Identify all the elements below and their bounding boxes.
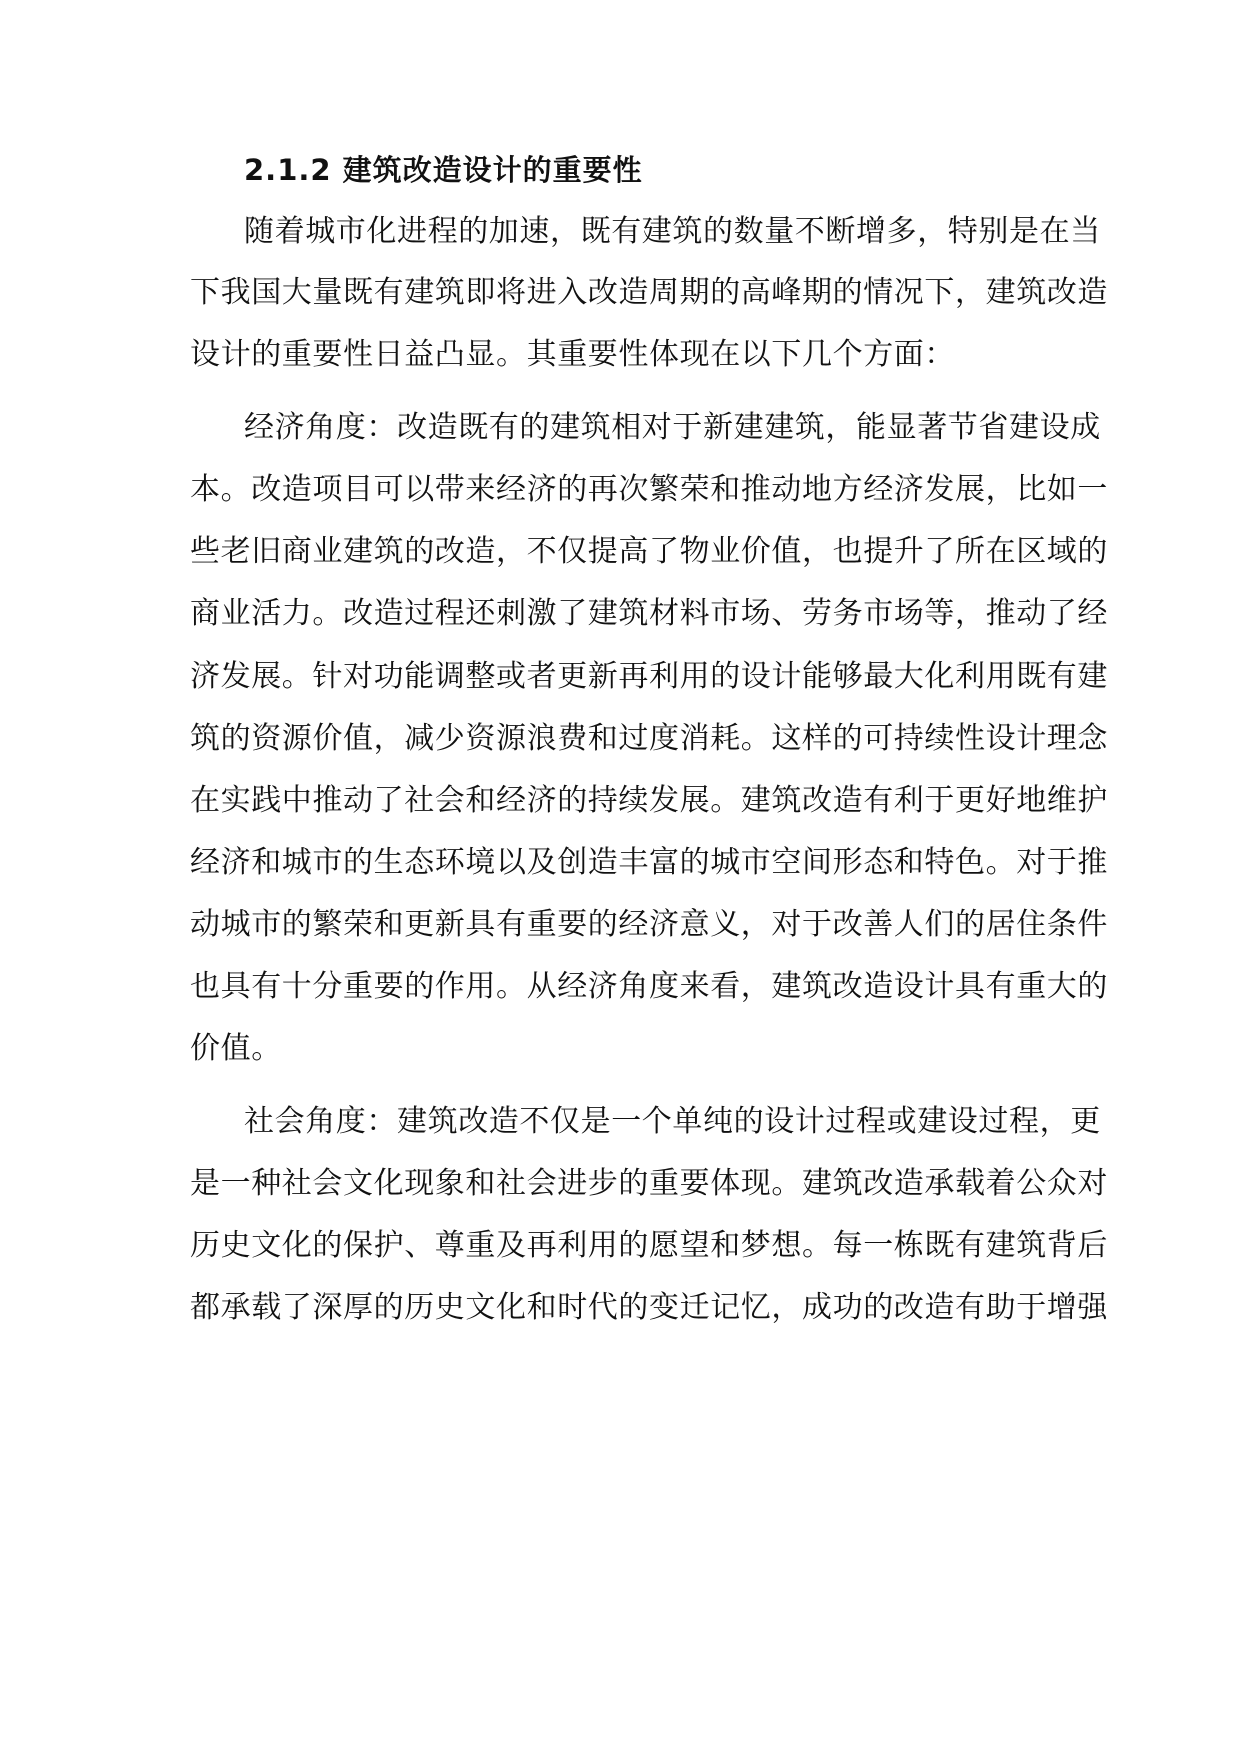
paragraph-line: 经济和城市的生态环境以及创造丰富的城市空间形态和特色。对于推 (190, 845, 1108, 880)
paragraph-line: 济发展。针对功能调整或者更新再利用的设计能够最大化利用既有建 (190, 659, 1108, 694)
paragraph-line: 下我国大量既有建筑即将进入改造周期的高峰期的情况下，建筑改造 (190, 275, 1108, 310)
paragraph-line: 商业活力。改造过程还刺激了建筑材料市场、劳务市场等，推动了经 (190, 596, 1108, 631)
section-heading: 2.1.2 建筑改造设计的重要性 (244, 153, 643, 187)
paragraph-line: 是一种社会文化现象和社会进步的重要体现。建筑改造承载着公众对 (190, 1166, 1108, 1201)
paragraph-line: 设计的重要性日益凸显。其重要性体现在以下几个方面： (190, 337, 955, 372)
paragraph-line: 本。改造项目可以带来经济的再次繁荣和推动地方经济发展，比如一 (190, 472, 1108, 507)
paragraph-line: 历史文化的保护、尊重及再利用的愿望和梦想。每一栋既有建筑背后 (190, 1228, 1108, 1263)
paragraph-line: 随着城市化进程的加速，既有建筑的数量不断增多，特别是在当 (244, 214, 1101, 249)
paragraph-line: 都承载了深厚的历史文化和时代的变迁记忆，成功的改造有助于增强 (190, 1290, 1108, 1325)
paragraph-line: 社会角度：建筑改造不仅是一个单纯的设计过程或建设过程，更 (244, 1104, 1101, 1139)
paragraph-line: 些老旧商业建筑的改造，不仅提高了物业价值，也提升了所在区域的 (190, 534, 1108, 569)
paragraph-line: 筑的资源价值，减少资源浪费和过度消耗。这样的可持续性设计理念 (190, 721, 1108, 756)
paragraph-line: 经济角度：改造既有的建筑相对于新建建筑，能显著节省建设成 (244, 410, 1101, 445)
paragraph-line: 在实践中推动了社会和经济的持续发展。建筑改造有利于更好地维护 (190, 783, 1108, 818)
paragraph-line: 动城市的繁荣和更新具有重要的经济意义，对于改善人们的居住条件 (190, 907, 1108, 942)
paragraph-line: 也具有十分重要的作用。从经济角度来看，建筑改造设计具有重大的 (190, 969, 1108, 1004)
paragraph-line: 价值。 (190, 1031, 282, 1066)
